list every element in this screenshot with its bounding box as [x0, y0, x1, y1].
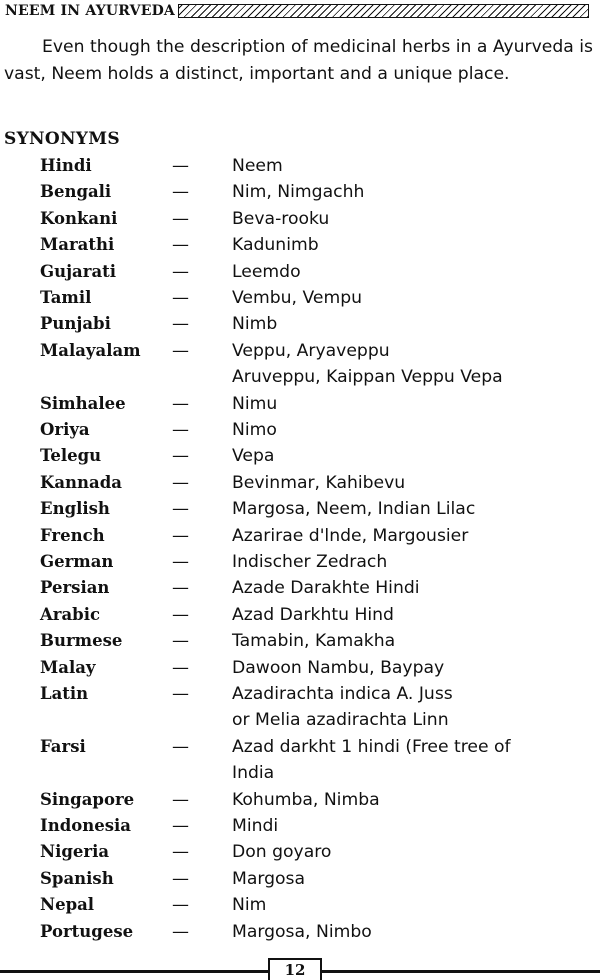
- synonym-row: [0, 417, 600, 443]
- em-dash: —: [172, 314, 189, 335]
- synonym-row: [0, 153, 600, 179]
- running-header: [5, 2, 589, 20]
- synonym-row: [0, 707, 600, 733]
- synonym-row: [0, 919, 600, 945]
- language-name: Marathi: [40, 235, 115, 255]
- language-name: German: [40, 552, 114, 571]
- language-name: Singapore: [40, 789, 135, 809]
- language-name: Malayalam: [40, 340, 141, 360]
- synonym-row: [0, 523, 600, 549]
- synonym-row: [0, 628, 600, 654]
- synonym-row: [0, 496, 600, 522]
- language-name: Oriya: [40, 420, 90, 439]
- synonym-value: Tamabin, Kamakha: [232, 631, 396, 652]
- em-dash: —: [172, 816, 189, 836]
- language-name: Telegu: [40, 446, 102, 466]
- synonym-value: Vembu, Vempu: [232, 288, 363, 308]
- em-dash: —: [172, 895, 189, 916]
- synonym-row: [0, 285, 600, 311]
- language-name: Nigeria: [40, 842, 110, 862]
- language-name: Portugese: [40, 921, 134, 941]
- em-dash: —: [172, 420, 189, 440]
- synonym-row: [0, 179, 600, 205]
- synonym-value: Nimb: [232, 314, 278, 335]
- synonym-value: Beva-rooku: [232, 208, 330, 229]
- intro-text: Even though the description of medicinal herbs in a Ayurveda is vast, Neem holds a distinct, important and a unique place.: [4, 37, 593, 84]
- synonym-row: [0, 602, 600, 628]
- em-dash: —: [172, 657, 189, 678]
- synonym-row: [0, 259, 600, 285]
- language-name: Latin: [40, 684, 89, 703]
- language-name: Indonesia: [40, 816, 131, 835]
- synonym-value: Margosa: [232, 868, 306, 889]
- synonym-value: Azad Darkhtu Hind: [232, 604, 394, 625]
- synonym-value: Nim, Nimgachh: [232, 182, 365, 203]
- synonym-value: Neem: [232, 156, 283, 176]
- synonym-value: Nim: [232, 895, 267, 916]
- synonym-value: India: [232, 763, 275, 784]
- language-name: Tamil: [40, 288, 92, 307]
- em-dash: —: [172, 156, 189, 176]
- footer-rule-right: [322, 970, 600, 973]
- synonym-row: [0, 681, 600, 707]
- synonym-value: Aruveppu, Kaippan Veppu Vepa: [232, 367, 503, 388]
- em-dash: —: [172, 340, 189, 361]
- synonym-value: Don goyaro: [232, 842, 332, 863]
- synonym-row: [0, 232, 600, 258]
- synonym-value: Nimu: [232, 393, 278, 414]
- synonym-row: [0, 655, 600, 681]
- synonym-value: Bevinmar, Kahibevu: [232, 472, 406, 493]
- synonym-row: [0, 813, 600, 839]
- synonym-value: Indischer Zedrach: [232, 552, 388, 572]
- em-dash: —: [172, 578, 189, 599]
- synonym-row: [0, 443, 600, 469]
- language-name: Burmese: [40, 631, 123, 651]
- em-dash: —: [172, 525, 189, 546]
- language-name: Gujarati: [40, 261, 117, 281]
- em-dash: —: [172, 736, 189, 757]
- language-name: Arabic: [40, 604, 101, 624]
- em-dash: —: [172, 552, 189, 572]
- em-dash: —: [172, 789, 189, 810]
- synonym-row: [0, 549, 600, 575]
- synonym-value: Azarirae d'lnde, Margousier: [232, 525, 469, 546]
- em-dash: —: [172, 208, 189, 229]
- em-dash: —: [172, 446, 189, 467]
- language-name: Punjabi: [40, 314, 111, 334]
- synonym-value: Leemdo: [232, 261, 301, 282]
- synonym-row: [0, 364, 600, 390]
- synonym-row: [0, 206, 600, 232]
- synonym-row: [0, 787, 600, 813]
- language-name: Hindi: [40, 156, 92, 175]
- synonym-row: [0, 311, 600, 337]
- em-dash: —: [172, 235, 189, 256]
- language-name: Kannada: [40, 472, 122, 492]
- em-dash: —: [172, 921, 189, 942]
- language-name: Nepal: [40, 895, 95, 915]
- page-number: 12: [268, 958, 322, 980]
- synonym-value: Azadirachta indica A. Juss: [232, 684, 453, 704]
- language-name: French: [40, 525, 105, 545]
- synonym-value: Margosa, Neem, Indian Lilac: [232, 499, 476, 520]
- language-name: Spanish: [40, 868, 114, 888]
- synonym-row: [0, 839, 600, 865]
- header-hatch-bar: [178, 4, 589, 18]
- em-dash: —: [172, 842, 189, 863]
- synonym-value: Veppu, Aryaveppu: [232, 340, 390, 361]
- synonym-value: Margosa, Nimbo: [232, 921, 372, 942]
- synonym-row: [0, 391, 600, 417]
- synonym-row: [0, 866, 600, 892]
- synonym-row: [0, 338, 600, 364]
- synonym-row: [0, 575, 600, 601]
- synonym-value: Azade Darakhte Hindi: [232, 578, 420, 599]
- em-dash: —: [172, 288, 189, 308]
- em-dash: —: [172, 868, 189, 889]
- header-title: NEEM IN AYURVEDA: [5, 3, 175, 19]
- em-dash: —: [172, 684, 189, 704]
- language-name: Simhalee: [40, 393, 126, 413]
- language-name: Bengali: [40, 182, 112, 202]
- synonym-row: [0, 760, 600, 786]
- intro-paragraph: [4, 34, 596, 87]
- em-dash: —: [172, 499, 189, 520]
- synonym-value: Azad darkht 1 hindi (Free tree of: [232, 736, 511, 757]
- language-name: Malay: [40, 657, 96, 677]
- synonym-value: Vepa: [232, 446, 275, 467]
- synonym-value: Dawoon Nambu, Baypay: [232, 657, 445, 678]
- language-name: Konkani: [40, 208, 118, 228]
- em-dash: —: [172, 604, 189, 625]
- em-dash: —: [172, 631, 189, 652]
- em-dash: —: [172, 472, 189, 493]
- synonyms-heading: SYNONYMS: [4, 129, 120, 149]
- footer-rule-left: [0, 970, 268, 973]
- language-name: Persian: [40, 578, 110, 598]
- synonym-row: [0, 470, 600, 496]
- em-dash: —: [172, 393, 189, 414]
- em-dash: —: [172, 182, 189, 203]
- synonym-value: Kohumba, Nimba: [232, 789, 380, 810]
- synonym-value: Mindi: [232, 816, 279, 836]
- synonym-value: Nimo: [232, 420, 277, 440]
- synonym-value: or Melia azadirachta Linn: [232, 710, 449, 731]
- language-name: Farsi: [40, 736, 86, 756]
- synonym-row: [0, 734, 600, 760]
- synonym-row: [0, 892, 600, 918]
- synonym-value: Kadunimb: [232, 235, 319, 256]
- language-name: English: [40, 499, 110, 519]
- em-dash: —: [172, 261, 189, 282]
